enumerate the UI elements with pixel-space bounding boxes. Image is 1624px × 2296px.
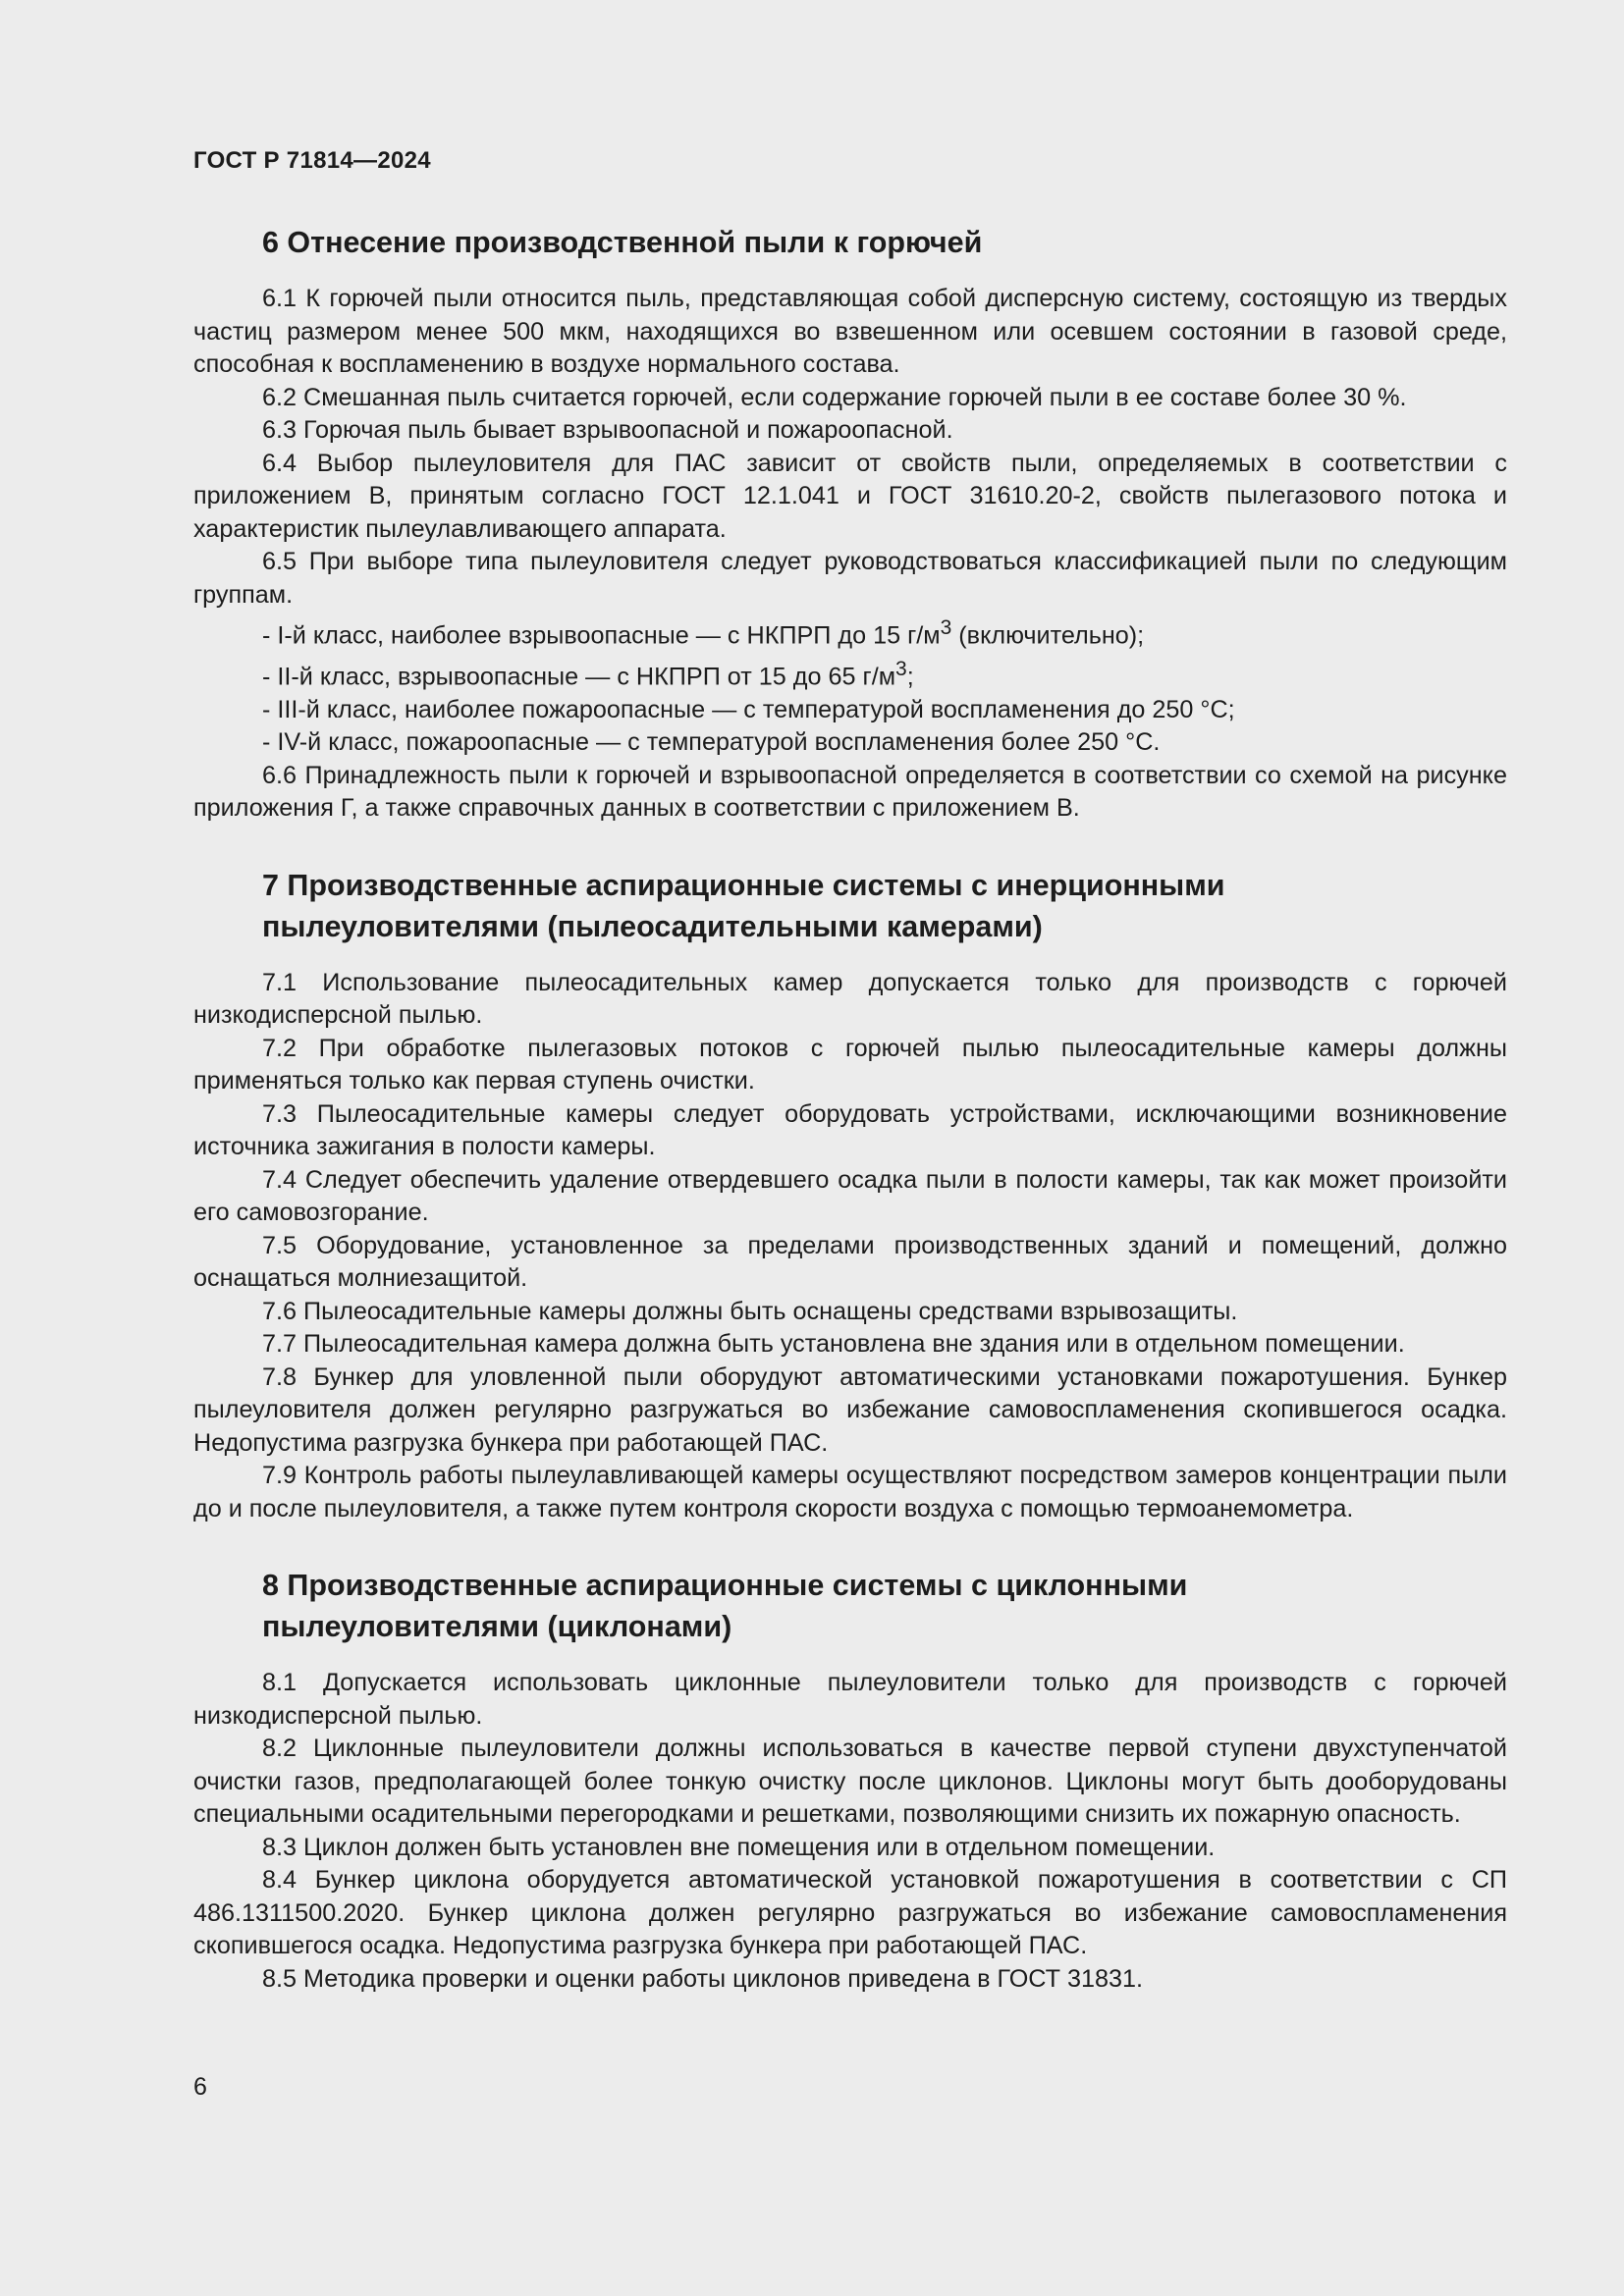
clause-7-2: 7.2 При обработке пылегазовых потоков с горючей пылью пылеосадительные камеры должны применяться только как первая ступень очистки. bbox=[193, 1034, 1507, 1095]
clause-8-1: 8.1 Допускается использовать циклонные пылеуловители только для производств с горючей низкодисперсной пылью. bbox=[193, 1669, 1507, 1730]
section-7-title-line-2: пылеуловителями (пылеосадительными камерами) bbox=[262, 909, 1043, 943]
clause-6-5: 6.5 При выборе типа пылеуловителя следует руководствоваться классификацией пыли по следующим группам. bbox=[193, 548, 1507, 609]
clause-8-4: 8.4 Бункер циклона оборудуется автоматической установкой пожаротушения в соответствии с СП 486.1311500.2020. Бункер циклона должен регулярно разгружаться во избежание самовоспламенения скопившегося осадка. Недопустима разгрузка бункера при работающей ПАС. bbox=[193, 1866, 1507, 1960]
clause-8-2: 8.2 Циклонные пылеуловители должны использоваться в качестве первой ступени двухступенчатой очистки газов, предполагающей более тонкую очистку после циклонов. Циклоны могут быть дооборудованы специальными осадительными перегородками и решетками, позволяющими снизить их пожарную опасность. bbox=[193, 1735, 1507, 1829]
clause-6-6: 6.6 Принадлежность пыли к горючей и взрывоопасной определяется в соответствии со схемой на рисунке приложения Г, а также справочных данных в соответствии с приложением В. bbox=[193, 761, 1507, 823]
section-7-title bbox=[193, 865, 1507, 947]
clause-7-9: 7.9 Контроль работы пылеулавливающей камеры осуществляют посредством замеров концентрации пыли до и после пылеуловителя, а также путем контроля скорости воздуха с помощью термоанемометра. bbox=[193, 1462, 1507, 1522]
section-8-title bbox=[193, 1565, 1507, 1647]
clause-8-3: 8.3 Циклон должен быть установлен вне помещения или в отдельном помещении. bbox=[262, 1833, 1216, 1861]
clause-8-5: 8.5 Методика проверки и оценки работы циклонов приведена в ГОСТ 31831. bbox=[262, 1964, 1144, 1993]
clause-7-5: 7.5 Оборудование, установленное за пределами производственных зданий и помещений, должно оснащаться молниезащитой. bbox=[193, 1231, 1507, 1293]
clause-7-3: 7.3 Пылеосадительные камеры следует оборудовать устройствами, исключающими возникновение источника зажигания в полости камеры. bbox=[193, 1099, 1507, 1161]
dust-class-2-suffix: ; bbox=[906, 663, 914, 691]
clause-6-3: 6.3 Горючая пыль бывает взрывоопасной и пожароопасной. bbox=[262, 416, 953, 444]
section-8-title-line-1: 8 Производственные аспирационные системы с циклонными bbox=[262, 1569, 1188, 1603]
dust-class-4: - IV-й класс, пожароопасные — с температурой воспламенения более 250 °С. bbox=[262, 728, 1161, 757]
dust-class-1-suffix: (включительно); bbox=[951, 621, 1145, 650]
superscript-cubic: 3 bbox=[895, 657, 907, 680]
dust-class-3: - III-й класс, наиболее пожароопасные — с температурой воспламенения до 250 °С; bbox=[262, 695, 1235, 723]
clause-6-2: 6.2 Смешанная пыль считается горючей, если содержание горючей пыли в ее составе более 30 %. bbox=[262, 383, 1407, 411]
dust-class-2 bbox=[193, 653, 1507, 694]
section-8-title-line-2: пылеуловителями (циклонами) bbox=[262, 1610, 732, 1644]
superscript-cubic: 3 bbox=[940, 616, 952, 639]
clause-7-4: 7.4 Следует обеспечить удаление отвердевшего осадка пыли в полости камеры, так как может произойти его самовозгорание. bbox=[193, 1165, 1507, 1227]
clause-7-1: 7.1 Использование пылеосадительных камер допускается только для производств с горючей низкодисперсной пылью. bbox=[193, 968, 1507, 1030]
clause-7-6: 7.6 Пылеосадительные камеры должны быть оснащены средствами взрывозащиты. bbox=[262, 1297, 1238, 1325]
document-body bbox=[193, 222, 1507, 1996]
clause-7-8: 7.8 Бункер для уловленной пыли оборудуют автоматическими установками пожаротушения. Бункер пылеуловителя должен регулярно разгружаться во избежание самовоспламенения скопившегося осадка. Недопустима разгрузка бункера при работающей ПАС. bbox=[193, 1362, 1507, 1457]
section-7-title-line-1: 7 Производственные аспирационные системы с инерционными bbox=[262, 868, 1225, 902]
clause-6-4: 6.4 Выбор пылеуловителя для ПАС зависит от свойств пыли, определяемых в соответствии с приложением В, принятым согласно ГОСТ 12.1.041 и ГОСТ 31610.20-2, свойств пылегазового потока и характеристик пылеулавливающего аппарата. bbox=[193, 449, 1507, 543]
document-header: ГОСТ Р 71814—2024 bbox=[193, 147, 431, 174]
clause-6-1: 6.1 К горючей пыли относится пыль, представляющая собой дисперсную систему, состоящую из твердых частиц размером менее 500 мкм, находящихся во взвешенном или осевшем состоянии в газовой среде, способная к воспламенению в воздухе нормального состава. bbox=[193, 285, 1507, 378]
page-number: 6 bbox=[193, 2073, 207, 2101]
clause-7-7: 7.7 Пылеосадительная камера должна быть установлена вне здания или в отдельном помещении. bbox=[262, 1330, 1405, 1359]
dust-class-1-text: - I-й класс, наиболее взрывоопасные — с НКПРП до 15 г/м bbox=[262, 621, 941, 650]
dust-class-2-text: - II-й класс, взрывоопасные — с НКПРП от 15 до 65 г/м bbox=[262, 663, 896, 691]
section-6-title: 6 Отнесение производственной пыли к горючей bbox=[262, 226, 983, 259]
dust-class-1 bbox=[193, 612, 1507, 653]
